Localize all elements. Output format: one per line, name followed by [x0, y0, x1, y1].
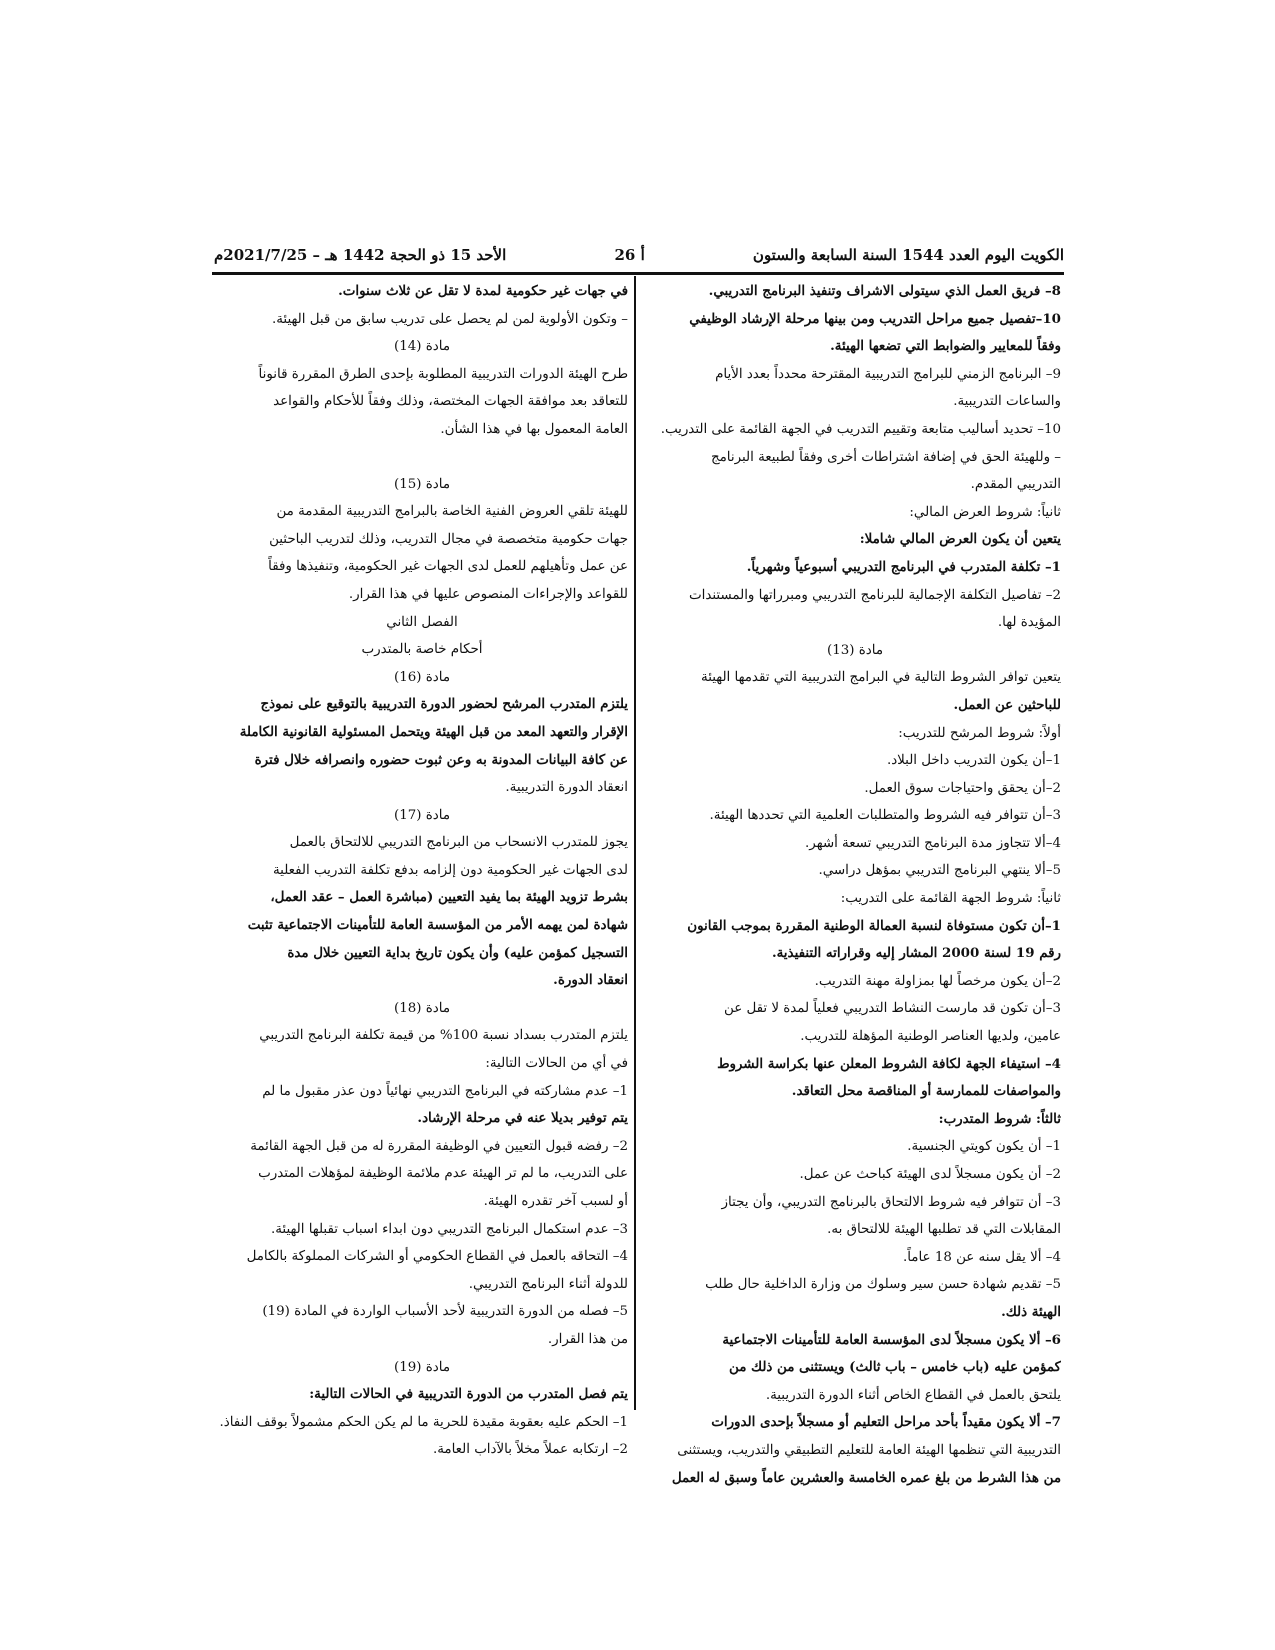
- text-line: 4– ألا يقل سنه عن 18 عاماً.: [902, 1249, 1061, 1265]
- text-line: 4–ألا تتجاوز مدة البرنامج التدريبي تسعة أشهر.: [805, 835, 1061, 851]
- text-line: 10– تحديد أساليب متابعة وتقييم التدريب في الجهة القائمة على التدريب.: [660, 421, 1061, 437]
- header-page-number: أ 26: [614, 246, 645, 264]
- text-line: 7– ألا يكون مقيداً بأحد مراحل التعليم أو مسجلاً بإحدى الدورات: [711, 1414, 1061, 1431]
- text-line: ثالثاً: شروط المتدرب:: [938, 1110, 1061, 1127]
- text-line: 1– عدم مشاركته في البرنامج التدريبي نهائياً دون عذر مقبول ما لم: [262, 1083, 628, 1099]
- left-column: [216, 278, 628, 1464]
- article-heading: مادة (14): [394, 339, 450, 355]
- article-heading: مادة (15): [394, 476, 450, 492]
- text-line: – وللهيئة الحق في إضافة اشتراطات أخرى وفقاً لطبيعة البرنامج: [710, 449, 1061, 465]
- text-line: 5– تقديم شهادة حسن سير وسلوك من وزارة الداخلية حال طلب: [705, 1277, 1061, 1293]
- text-line: طرح الهيئة الدورات التدريبية المطلوبة بإحدى الطرق المقررة قانوناً: [258, 366, 628, 382]
- text-line: التدريبية التي تنظمها الهيئة العامة للتعليم التطبيقي والتدريب، ويستثنى: [677, 1442, 1061, 1458]
- text-line: 1– أن يكون كويتي الجنسية.: [907, 1139, 1061, 1155]
- text-line: أولاً: شروط المرشح للتدريب:: [898, 725, 1061, 741]
- text-line: على التدريب، ما لم تر الهيئة عدم ملائمة الوظيفة لمؤهلات المتدرب: [258, 1166, 628, 1182]
- text-line: 6– ألا يكون مسجلاً لدى المؤسسة العامة للتأمينات الاجتماعية: [722, 1331, 1061, 1348]
- text-line: يتعين أن يكون العرض المالي شاملا:: [859, 531, 1061, 548]
- text-line: 3–أن تتوافر فيه الشروط والمتطلبات العلمية التي تحددها الهيئة.: [709, 808, 1061, 824]
- text-line: 1– الحكم عليه بعقوبة مقيدة للحرية ما لم يكن الحكم مشمولاً بوقف النفاذ.: [219, 1414, 628, 1430]
- text-line: 1–أن تكون مستوفاة لنسبة العمالة الوطنية المقررة بموجب القانون: [687, 917, 1061, 934]
- text-line: 1– تكلفة المتدرب في البرنامج التدريبي أسبوعياً وشهرياً.: [746, 558, 1061, 575]
- text-line: عن عمل وتأهيلهم للعمل لدى الجهات غير الحكومية، وتنفيذها وفقاً: [268, 559, 628, 575]
- text-line: وفقاً للمعايير والضوابط التي تضعها الهيئة.: [830, 338, 1061, 355]
- article-heading: مادة (17): [394, 807, 450, 823]
- text-line: للهيئة تلقي العروض الفنية الخاصة بالبرامج التدريبية المقدمة من: [276, 504, 628, 520]
- text-line: جهات حكومية متخصصة في مجال التدريب، وذلك لتدريب الباحثين: [269, 531, 628, 547]
- text-line: أو لسبب آخر تقدره الهيئة.: [483, 1194, 628, 1209]
- text-line: الإقرار والتعهد المعد من قبل الهيئة ويتحمل المسئولية القانونية الكاملة: [239, 723, 628, 740]
- text-line: 10–تفصيل جميع مراحل التدريب ومن بينها مرحلة الإرشاد الوظيفي: [689, 310, 1061, 327]
- text-line: من هذا الشرط من بلغ عمره الخامسة والعشرين عاماً وسبق له العمل: [671, 1469, 1061, 1486]
- text-line: المؤيدة لها.: [997, 615, 1061, 631]
- text-line: في جهات غير حكومية لمدة لا تقل عن ثلاث سنوات.: [338, 283, 628, 299]
- header-issue: الكويت اليوم العدد 1544 السنة السابعة والستون: [752, 246, 1064, 264]
- text-line: يتعين توافر الشروط التالية في البرامج التدريبية التي تقدمها الهيئة: [701, 670, 1061, 686]
- text-line: 2– رفضه قبول التعيين في الوظيفة المقررة له من قبل الجهة القائمة: [250, 1138, 628, 1154]
- text-line: للباحثين عن العمل.: [953, 696, 1061, 713]
- text-line: 2– أن يكون مسجلاً لدى الهيئة كباحث عن عمل.: [799, 1167, 1061, 1182]
- page-header: [214, 242, 1064, 268]
- text-line: والمواصفات للممارسة أو المناقصة محل التعاقد.: [791, 1083, 1061, 1100]
- text-line: 3–أن تكون قد مارست النشاط التدريبي فعلياً لمدة لا تقل عن: [724, 1001, 1061, 1017]
- text-line: 2–أن يكون مرخصاً لها بمزاولة مهنة التدريب.: [814, 973, 1061, 989]
- chapter-heading: الفصل الثاني: [386, 614, 458, 630]
- text-line: العامة المعمول بها في هذا الشأن.: [440, 421, 628, 437]
- text-line: التدريبي المقدم.: [970, 477, 1061, 493]
- text-line: كمؤمن عليه (باب خامس – باب ثالث) ويستثنى من ذلك من: [729, 1359, 1061, 1376]
- right-column: [649, 278, 1061, 1492]
- article-heading: مادة (18): [394, 1000, 450, 1016]
- text-line: 1–أن يكون التدريب داخل البلاد.: [886, 753, 1061, 769]
- text-line: شهادة لمن يهمه الأمر من المؤسسة العامة للتأمينات الاجتماعية تثبت: [247, 917, 628, 934]
- text-line: يلتزم المتدرب بسداد نسبة 100% من قيمة تكلفة البرنامج التدريبي: [259, 1028, 628, 1044]
- text-line: 4– التحاقه بالعمل في القطاع الحكومي أو الشركات المملوكة بالكامل: [246, 1249, 628, 1265]
- text-line: 9– البرنامج الزمني للبرامج التدريبية المقترحة محدداً بعدد الأيام: [715, 366, 1061, 382]
- text-line: بشرط تزويد الهيئة بما يفيد التعيين (مباشرة العمل – عقد العمل،: [270, 889, 628, 906]
- text-line: للقواعد والإجراءات المنصوص عليها في هذا القرار.: [348, 586, 628, 602]
- header-rule: [212, 272, 1064, 275]
- paragraph-gap: [216, 444, 628, 471]
- text-line: يلتزم المتدرب المرشح لحضور الدورة التدريبية بالتوقيع على نموذج: [260, 696, 628, 713]
- text-line: الهيئة ذلك.: [1001, 1303, 1061, 1320]
- text-line: 5– فصله من الدورة التدريبية لأحد الأسباب الواردة في المادة (19): [262, 1304, 628, 1320]
- text-line: في أي من الحالات التالية:: [485, 1056, 628, 1072]
- column-divider: [634, 276, 636, 1410]
- article-heading: مادة (19): [394, 1359, 450, 1375]
- chapter-subheading: أحكام خاصة بالمتدرب: [361, 642, 483, 658]
- text-line: 4– استيفاء الجهة لكافة الشروط المعلن عنها بكراسة الشروط: [717, 1055, 1061, 1072]
- text-line: ثانياً: شروط العرض المالي:: [909, 504, 1061, 520]
- text-line: 5–ألا ينتهي البرنامج التدريبي بمؤهل دراسي.: [818, 863, 1061, 879]
- text-line: 3– عدم استكمال البرنامج التدريبي دون ابداء اسباب تقبلها الهيئة.: [270, 1221, 628, 1237]
- text-line: 2– ارتكابه عملاً مخلاً بالآداب العامة.: [432, 1442, 628, 1458]
- text-line: عامين، ولديها العناصر الوطنية المؤهلة للتدريب.: [800, 1029, 1061, 1045]
- text-line: انعقاد الدورة التدريبية.: [505, 780, 628, 796]
- text-line: من هذا القرار.: [547, 1331, 628, 1347]
- text-line: يتم فصل المتدرب من الدورة التدريبية في الحالات التالية:: [309, 1386, 628, 1403]
- text-line: والساعات التدريبية.: [953, 394, 1061, 410]
- text-line: المقابلات التي قد تطلبها الهيئة للالتحاق به.: [827, 1222, 1061, 1238]
- text-line: انعقاد الدورة.: [553, 972, 628, 989]
- text-line: يجوز للمتدرب الانسحاب من البرنامج التدريبي للالتحاق بالعمل: [289, 835, 628, 851]
- text-line: 3– أن تتوافر فيه شروط الالتحاق بالبرنامج التدريبي، وأن يجتاز: [721, 1194, 1061, 1210]
- article-heading: مادة (13): [827, 642, 883, 658]
- header-date: الأحد 15 ذو الحجة 1442 هـ – 2021/7/25م: [214, 246, 507, 264]
- text-line: التسجيل كمؤمن عليه) وأن يكون تاريخ بداية التعيين خلال مدة: [287, 944, 628, 961]
- text-line: للدولة أثناء البرنامج التدريبي.: [468, 1276, 628, 1292]
- text-line: للتعاقد بعد موافقة الجهات المختصة، وذلك وفقاً للأحكام والقواعد: [273, 394, 628, 410]
- text-line: لدى الجهات غير الحكومية دون إلزامه بدفع تكلفة التدريب الفعلية: [273, 862, 628, 878]
- text-line: – وتكون الأولوية لمن لم يحصل على تدريب سابق من قبل الهيئة.: [271, 311, 628, 327]
- text-line: 2–أن يحقق واحتياجات سوق العمل.: [864, 780, 1061, 796]
- text-line: ثانياً: شروط الجهة القائمة على التدريب:: [840, 891, 1061, 907]
- text-line: يتم توفير بديلا عنه في مرحلة الإرشاد.: [417, 1110, 628, 1127]
- text-line: يلتحق بالعمل في القطاع الخاص أثناء الدورة التدريبية.: [765, 1387, 1061, 1403]
- text-line: رقم 19 لسنة 2000 المشار إليه وقراراته التنفيذية.: [771, 945, 1061, 962]
- text-line: عن كافة البيانات المدونة به وعن ثبوت حضوره وانصرافه خلال فترة: [254, 751, 628, 768]
- article-heading: مادة (16): [394, 669, 450, 685]
- text-line: 8– فريق العمل الذي سيتولى الاشراف وتنفيذ البرنامج التدريبي.: [708, 283, 1061, 299]
- text-line: 2– تفاصيل التكلفة الإجمالية للبرنامج التدريبي ومبرراتها والمستندات: [689, 587, 1061, 603]
